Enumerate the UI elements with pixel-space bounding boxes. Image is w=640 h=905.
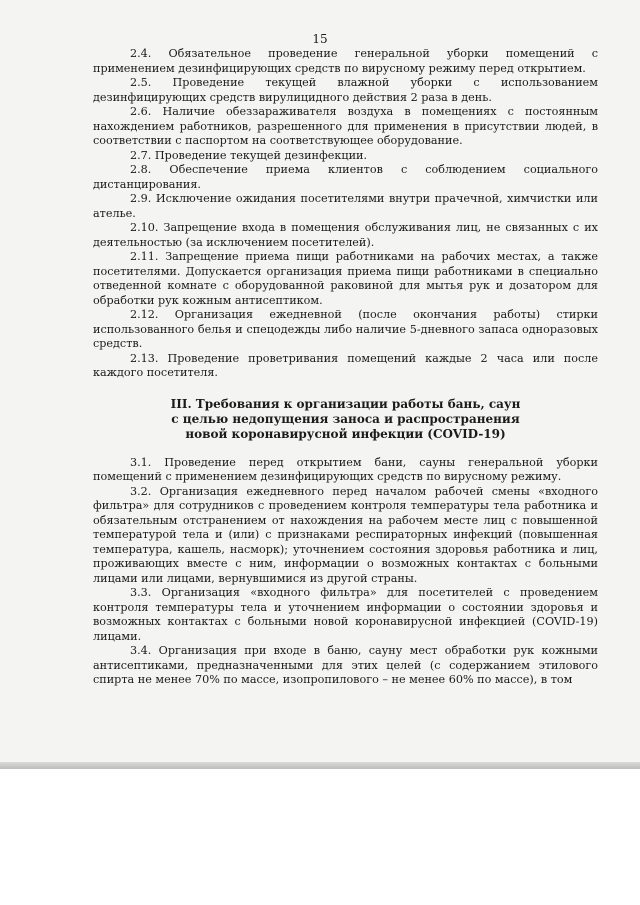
page-number: 15 <box>312 32 328 46</box>
paragraph-2-13: 2.13. Проведение проветривания помещений каждые 2 часа или после каждого посетителя. <box>93 351 598 379</box>
paragraph-2-12: 2.12. Организация ежедневной (после окончания работы) стирки использованного белья и спецодежды либо наличие 5-дневного запаса одноразовых средств. <box>93 308 598 350</box>
page-content <box>93 47 598 688</box>
paragraph-2-7: 2.7. Проведение текущей дезинфекции. <box>130 148 368 162</box>
paragraph-3-1: 3.1. Проведение перед открытием бани, сауны генеральной уборки помещений с применением дезинфицирующих средств по вирусному режиму. <box>93 455 598 483</box>
paragraph-3-3: 3.3. Организация «входного фильтра» для посетителей с проведением контроля температуры тела и уточнением информации о состоянии здоровья и возможных контактах с больными новой коронавирусной инфекцией (COVID-19) лицами. <box>93 586 598 643</box>
blank-background <box>0 769 640 905</box>
paragraph-2-9: 2.9. Исключение ожидания посетителями внутри прачечной, химчистки или ателье. <box>93 192 598 220</box>
paragraph-2-5: 2.5. Проведение текущей влажной уборки с использованием дезинфицирующих средств вирулицидного действия 2 раза в день. <box>93 76 598 104</box>
paragraph-2-8: 2.8. Обеспечение приема клиентов с соблюдением социального дистанцирования. <box>93 163 598 191</box>
paragraph-3-4: 3.4. Организация при входе в баню, сауну мест обработки рук кожными антисептиками, предназначенными для этих целей (с содержанием этилового спирта не менее 70% по массе, изопропилового – не менее 60% по массе), в том <box>93 644 598 686</box>
paragraph-2-6: 2.6. Наличие обеззараживателя воздуха в помещениях с постоянным нахождением работников, разрешенного для применения в присутствии людей, в соответствии с паспортом на соответствующее оборудование. <box>93 105 598 147</box>
paragraph-3-2: 3.2. Организация ежедневного перед началом рабочей смены «входного фильтра» для сотрудников с проведением контроля температуры тела работника и обязательным отстранением от нахождения на рабочем месте лиц с повышенной температурой тела и (или) с признаками респираторных инфекций (повышенная температура, кашель, насморк); уточнением состояния здоровья работника и лиц, проживающих вместе с ним, информации о возможных контактах с больными лицами или лицами, вернувшимися из другой страны. <box>93 484 598 585</box>
paragraph-2-10: 2.10. Запрещение входа в помещения обслуживания лиц, не связанных с их деятельностью (за исключением посетителей). <box>93 221 598 249</box>
section-title-line-2: с целью недопущения заноса и распространения <box>171 411 520 426</box>
page-edge-shadow <box>0 762 640 769</box>
paragraph-2-4: 2.4. Обязательное проведение генеральной уборки помещений с применением дезинфицирующих средств по вирусному режиму перед открытием. <box>93 47 598 75</box>
section-title-line-3: новой коронавирусной инфекции (COVID-19) <box>185 426 506 441</box>
section-title <box>93 397 598 442</box>
section-title-line-1: III. Требования к организации работы бань, саун <box>170 396 521 411</box>
paragraph-2-11: 2.11. Запрещение приема пищи работниками на рабочих местах, а также посетителями. Допускается организация приема пищи работниками в специально отведенной комнате с оборудованной раковиной для мытья рук и дозатором для обработки рук кожным антисептиком. <box>93 250 598 307</box>
